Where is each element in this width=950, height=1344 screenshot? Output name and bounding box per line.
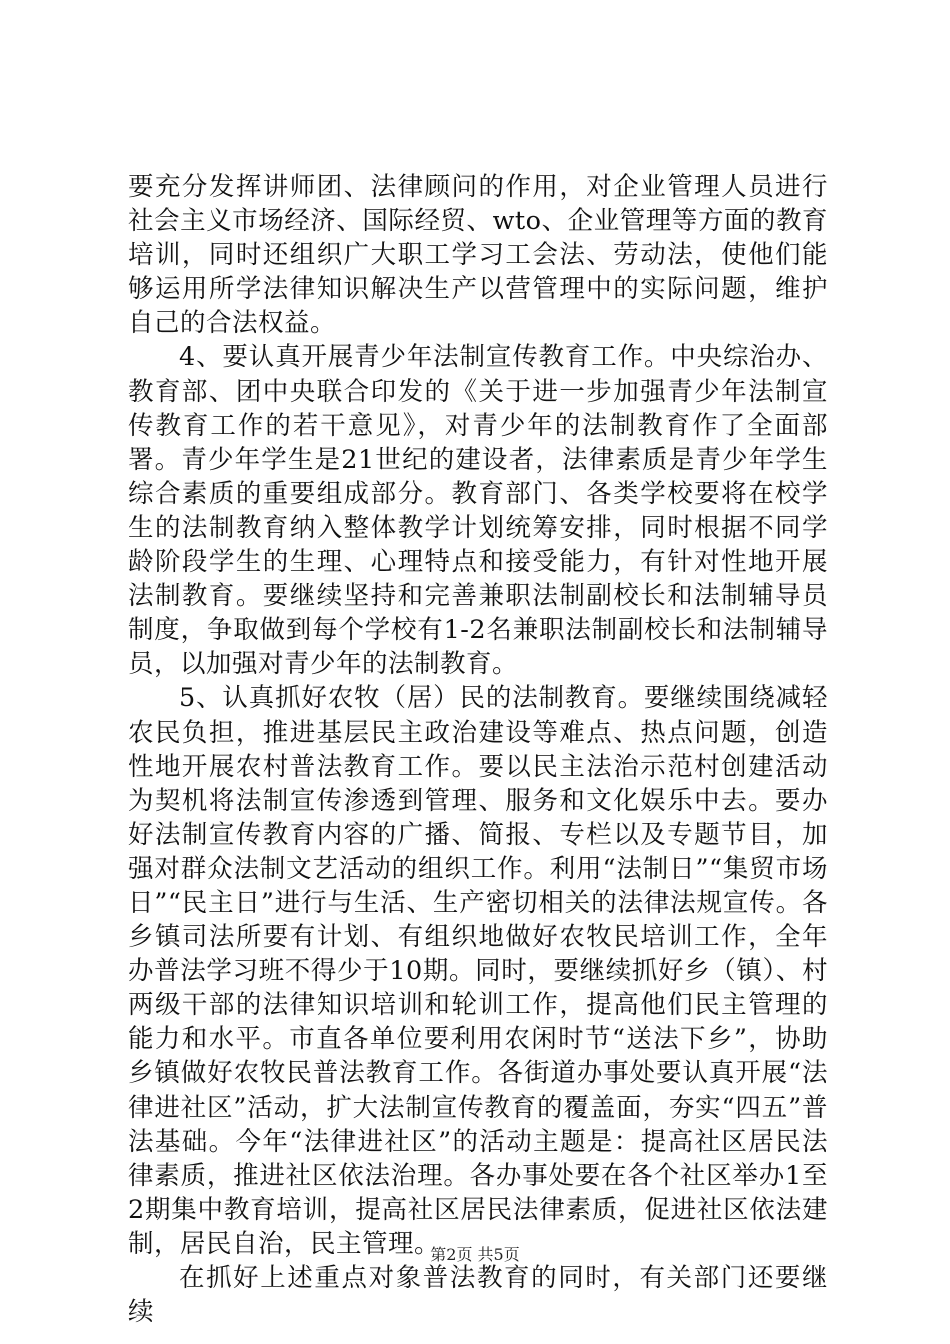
paragraph-1: 要充分发挥讲师团、法律顾问的作用，对企业管理人员进行社会主义市场经济、国际经贸、wto、企业管理等方面的教育培训，同时还组织广大职工学习工会法、劳动法，使他们能够运用所学法律知识解决生产以营管理中的实际问题，维护自己的合法权益。 xyxy=(128,172,828,339)
document-body xyxy=(128,170,828,1329)
paragraph-3: 5、认真抓好农牧（居）民的法制教育。要继续围绕减轻农民负担，推进基层民主政治建设等难点、热点问题，创造性地开展农村普法教育工作。要以民主法治示范村创建活动为契机将法制宣传渗透到管理、服务和文化娱乐中去。要办好法制宣传教育内容的广播、简报、专栏以及专题节目，加强对群众法制文艺活动的组织工作。利用“法制日”“集贸市场日”“民主日”进行与生活、生产密切相关的法律法规宣传。各乡镇司法所要有计划、有组织地做好农牧民培训工作，全年办普法学习班不得少于10期。同时，要继续抓好乡（镇）、村两级干部的法律知识培训和轮训工作，提高他们民主管理的能力和水平。市直各单位要利用农闲时节“送法下乡”，协助乡镇做好农牧民普法教育工作。各街道办事处要认真开展“法律进社区”活动，扩大法制宣传教育的覆盖面，夯实“四五”普法基础。今年“法律进社区”的活动主题是：提高社区居民法律素质，推进社区依法治理。各办事处要在各个社区举办1至2期集中教育培训，提高社区居民法律素质，促进社区依法建制，居民自治，民主管理。 xyxy=(128,683,828,1259)
page-number-footer: 第2页 共5页 xyxy=(430,1245,520,1264)
paragraph-2: 4、要认真开展青少年法制宣传教育工作。中央综治办、教育部、团中央联合印发的《关于进一步加强青少年法制宣传教育工作的若干意见》，对青少年的法制教育作了全面部署。青少年学生是21世纪的建设者，法律素质是青少年学生综合素质的重要组成部分。教育部门、各类学校要将在校学生的法制教育纳入整体教学计划统筹安排，同时根据不同学龄阶段学生的生理、心理特点和接受能力，有针对性地开展法制教育。要继续坚持和完善兼职法制副校长和法制辅导员制度，争取做到每个学校有1-2名兼职法制副校长和法制辅导员，以加强对青少年的法制教育。 xyxy=(128,342,828,680)
paragraph-4: 在抓好上述重点对象普法教育的同时，有关部门还要继续 xyxy=(128,1263,828,1328)
